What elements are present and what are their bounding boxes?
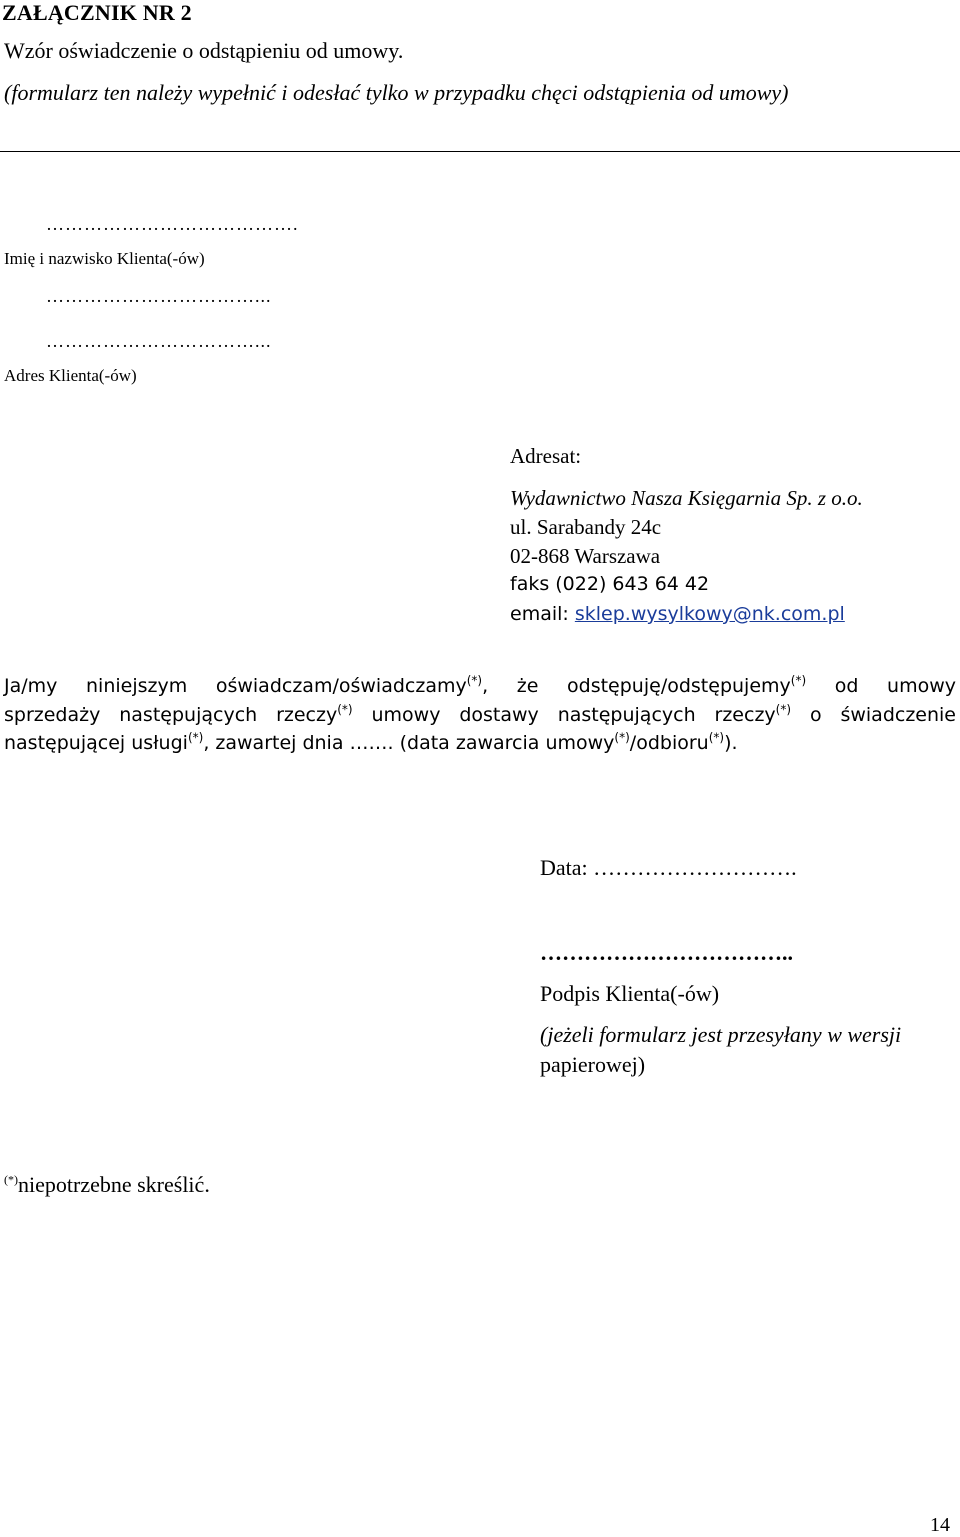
declaration-line-2 xyxy=(4,701,956,730)
footnote-text: niepotrzebne skreślić. xyxy=(18,1172,210,1197)
client-name-placeholder: …………………………………. xyxy=(46,214,299,234)
footnote-marker: (*) xyxy=(4,1172,18,1187)
footnote-marker: (*) xyxy=(187,730,204,745)
declaration-text: /odbioru xyxy=(629,732,709,754)
form-instruction-note: (formularz ten należy wypełnić i odesłać tylko w przypadku chęci odstąpienia od umowy) xyxy=(4,80,789,105)
client-name-label: Imię i nazwisko Klienta(-ów) xyxy=(4,249,205,268)
signature-note-line-1: (jeżeli formularz jest przesyłany w wersji xyxy=(540,1022,902,1047)
recipient-email-label: email: xyxy=(510,603,575,625)
recipient-city: 02-868 Warszawa xyxy=(510,544,661,568)
recipient-label: Adresat: xyxy=(510,444,582,468)
declaration-text: sprzedaży następujących rzeczy xyxy=(4,703,338,726)
footnote-marker: (*) xyxy=(466,673,483,688)
declaration-line-3 xyxy=(4,729,956,758)
client-address-label: Adres Klienta(-ów) xyxy=(4,366,137,385)
date-field: Data: ………………………. xyxy=(540,855,797,880)
document-subtitle: Wzór oświadczenie o odstąpieniu od umowy. xyxy=(4,38,404,63)
footnote xyxy=(4,1172,210,1198)
declaration-paragraph xyxy=(4,672,956,758)
client-address-placeholder-2: ……………………………... xyxy=(46,331,272,351)
recipient-company: Wydawnictwo Nasza Księgarnia Sp. z o.o. xyxy=(510,486,863,510)
recipient-street: ul. Sarabandy 24c xyxy=(510,515,662,539)
document-title: ZAŁĄCZNIK NR 2 xyxy=(2,0,192,25)
recipient-fax: faks (022) 643 64 42 xyxy=(510,573,710,595)
signature-note-line-2: papierowej) xyxy=(540,1052,646,1077)
declaration-line-1 xyxy=(4,672,956,701)
recipient-email-link[interactable]: sklep.wysylkowy@nk.com.pl xyxy=(574,603,845,625)
header-divider xyxy=(0,151,960,152)
declaration-text: ). xyxy=(724,732,738,754)
client-address-placeholder-1: ……………………………... xyxy=(46,286,272,306)
footnote-marker: (*) xyxy=(790,673,807,688)
declaration-text: umowy dostawy następujących rzeczy xyxy=(352,703,776,726)
declaration-text: , że odstępuję/odstępujemy xyxy=(482,675,791,697)
footnote-marker: (*) xyxy=(614,730,630,745)
recipient-email-row xyxy=(510,603,845,625)
declaration-text: następującej usługi xyxy=(4,732,188,754)
footnote-marker: (*) xyxy=(708,730,725,745)
signature-placeholder: …………………………….. xyxy=(540,940,793,965)
declaration-text: , zawartej dnia ……. (data zawarcia umowy xyxy=(203,732,615,754)
declaration-text: Ja/my niniejszym oświadczam/oświadczamy xyxy=(4,675,467,697)
declaration-text: o świadczenie xyxy=(791,703,957,726)
page-number: 14 xyxy=(930,1514,950,1536)
signature-label: Podpis Klienta(-ów) xyxy=(540,981,720,1006)
footnote-marker: (*) xyxy=(337,702,353,717)
footnote-marker: (*) xyxy=(775,702,792,717)
declaration-text: od umowy xyxy=(806,675,956,697)
